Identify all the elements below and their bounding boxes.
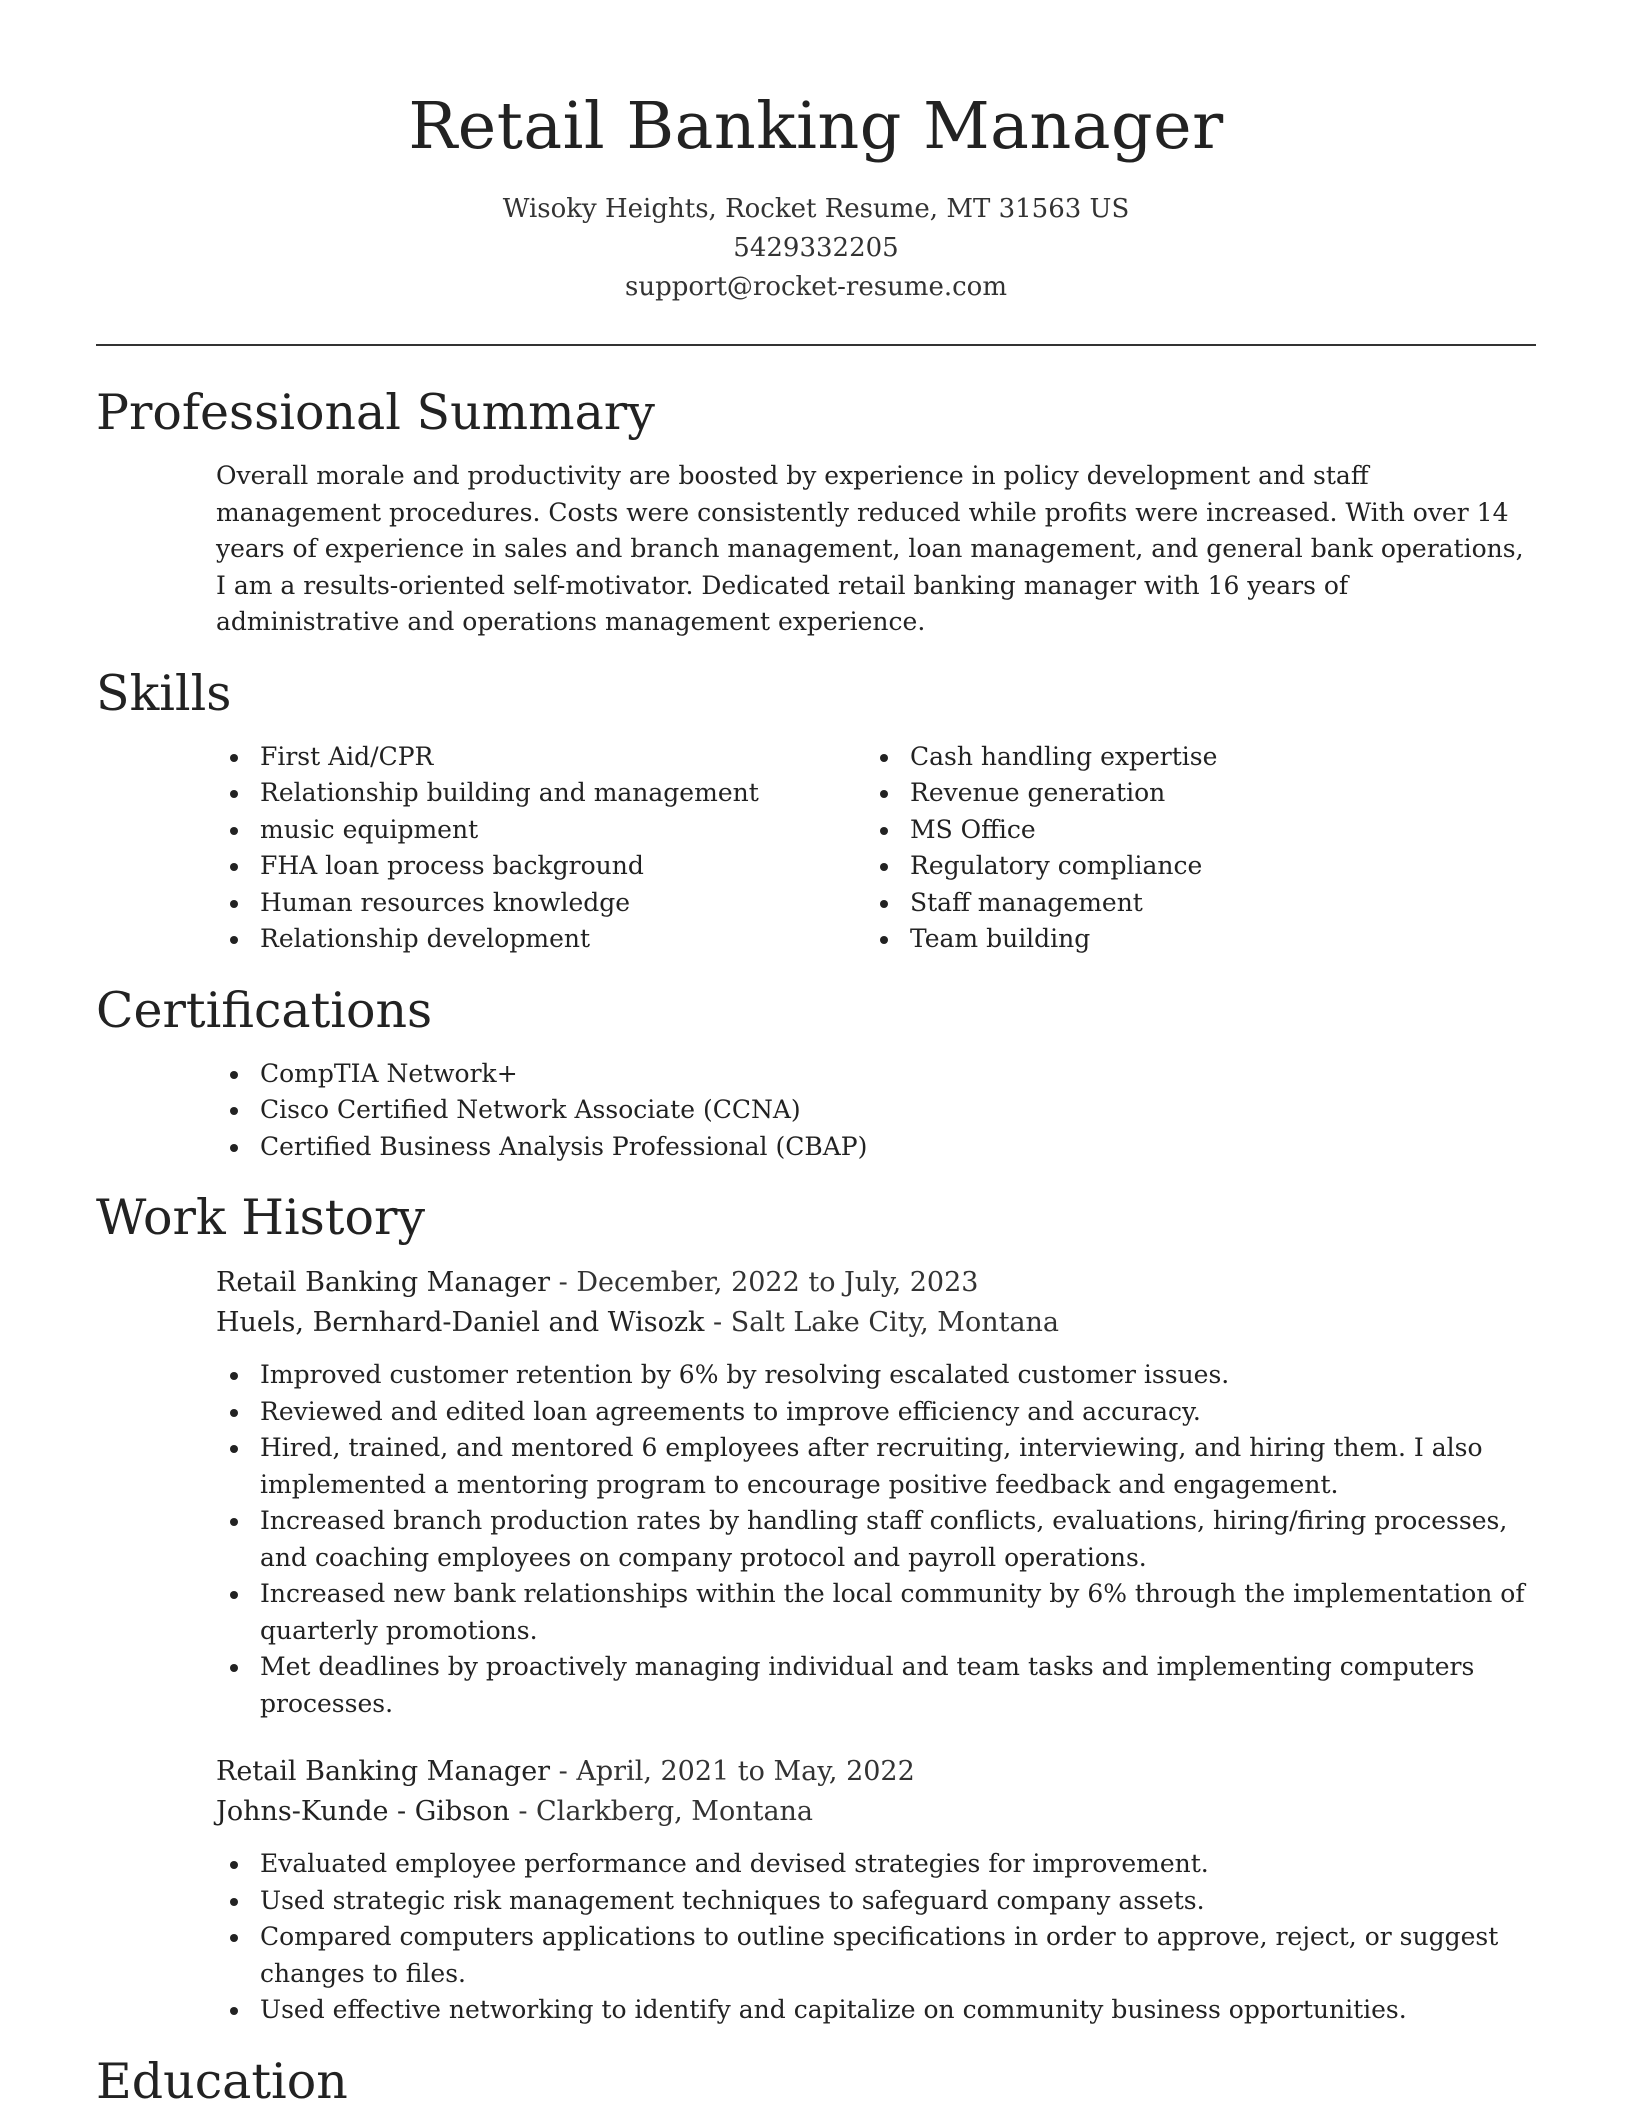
job-company: Johns-Kunde - Gibson xyxy=(216,1796,510,1827)
skill-item: Revenue generation xyxy=(910,775,1516,812)
skill-item: Regulatory compliance xyxy=(910,848,1516,885)
job-company-line xyxy=(216,1792,1536,1832)
skill-item: Human resources knowledge xyxy=(260,885,866,922)
certification-item: Cisco Certified Network Associate (CCNA) xyxy=(260,1092,1536,1129)
work-history-heading: Work History xyxy=(96,1189,426,1246)
contact-phone: 5429332205 xyxy=(733,233,899,263)
job-title-line xyxy=(216,1752,1536,1792)
candidate-name: Retail Banking Manager xyxy=(408,89,1224,164)
contact-email: support@rocket-resume.com xyxy=(624,272,1007,302)
job-bullet: Compared computers applications to outline specifications in order to approve, reject, or suggest changes to files. xyxy=(260,1919,1536,1992)
certifications-section xyxy=(96,978,1536,1166)
skill-item: First Aid/CPR xyxy=(260,739,866,776)
contact-address: Wisoky Heights, Rocket Resume, MT 31563 US xyxy=(502,194,1130,224)
skill-item: Cash handling expertise xyxy=(910,739,1516,776)
header-divider xyxy=(96,344,1536,346)
skill-item: Relationship building and management xyxy=(260,775,866,812)
skills-column-left xyxy=(216,739,866,958)
skill-item: FHA loan process background xyxy=(260,848,866,885)
job-dates: - April, 2021 to May, 2022 xyxy=(550,1756,915,1787)
certification-item: CompTIA Network+ xyxy=(260,1056,1536,1093)
job-bullets xyxy=(216,1846,1536,2029)
job-bullet: Evaluated employee performance and devised strategies for improvement. xyxy=(260,1846,1536,1883)
job-bullet: Used effective networking to identify and capitalize on community business opportunities. xyxy=(260,1992,1536,2029)
job-bullet: Reviewed and edited loan agreements to improve efficiency and accuracy. xyxy=(260,1394,1536,1431)
skills-body xyxy=(96,739,1536,958)
summary-heading: Professional Summary xyxy=(96,384,655,441)
job-company: Huels, Bernhard-Daniel and Wisozk xyxy=(216,1307,705,1338)
skill-item: Team building xyxy=(910,921,1516,958)
certifications-heading: Certifications xyxy=(96,981,433,1039)
job-role: Retail Banking Manager xyxy=(216,1756,551,1787)
job-role: Retail Banking Manager xyxy=(216,1267,551,1298)
skills-section xyxy=(96,661,1536,958)
job-entry xyxy=(96,1752,1536,2029)
job-title-line xyxy=(216,1263,1536,1303)
job-company-line xyxy=(216,1303,1536,1343)
skills-heading: Skills xyxy=(96,664,232,722)
certifications-list xyxy=(216,1056,1536,1166)
contact-block xyxy=(96,190,1536,307)
job-entry xyxy=(96,1263,1536,1722)
job-bullet: Hired, trained, and mentored 6 employees after recruiting, interviewing, and hiring them. I also implemented a mentoring program to encourage positive feedback and engagement. xyxy=(260,1430,1536,1503)
job-bullet: Increased new bank relationships within the local community by 6% through the implementation of quarterly promotions. xyxy=(260,1576,1536,1649)
education-heading: Education xyxy=(96,2052,348,2110)
certifications-body xyxy=(96,1056,1536,1166)
summary-section xyxy=(96,380,1536,641)
skill-item: music equipment xyxy=(260,812,866,849)
skills-column-right xyxy=(866,739,1516,958)
skills-list-left xyxy=(216,739,866,958)
summary-text: Overall morale and productivity are boosted by experience in policy development and staff management procedures. Costs were consistently reduced while profits were increased. With over 14 years of experience in sales and branch management, loan management, and general bank operations, I am a results-oriented self-motivator. Dedicated retail banking manager with 16 years of administrative and operations management experience. xyxy=(216,461,1524,636)
education-section xyxy=(96,2049,1536,2115)
job-dates: - December, 2022 to July, 2023 xyxy=(550,1267,979,1298)
skills-grid xyxy=(216,739,1536,958)
resume-header xyxy=(96,0,1536,307)
job-bullet: Used strategic risk management techniques to safeguard company assets. xyxy=(260,1883,1536,1920)
job-bullet: Met deadlines by proactively managing individual and team tasks and implementing computers processes. xyxy=(260,1649,1536,1722)
job-bullet: Improved customer retention by 6% by resolving escalated customer issues. xyxy=(260,1357,1536,1394)
work-history-section xyxy=(96,1185,1536,2029)
certification-item: Certified Business Analysis Professional (CBAP) xyxy=(260,1129,1536,1166)
skill-item: Relationship development xyxy=(260,921,866,958)
resume-page xyxy=(96,0,1536,2115)
job-location: - Clarkberg, Montana xyxy=(509,1796,814,1827)
job-location: - Salt Lake City, Montana xyxy=(704,1307,1060,1338)
skill-item: MS Office xyxy=(910,812,1516,849)
job-bullets xyxy=(216,1357,1536,1722)
job-bullet: Increased branch production rates by handling staff conflicts, evaluations, hiring/firing processes, and coaching employees on company protocol and payroll operations. xyxy=(260,1503,1536,1576)
skills-list-right xyxy=(866,739,1516,958)
skill-item: Staff management xyxy=(910,885,1516,922)
